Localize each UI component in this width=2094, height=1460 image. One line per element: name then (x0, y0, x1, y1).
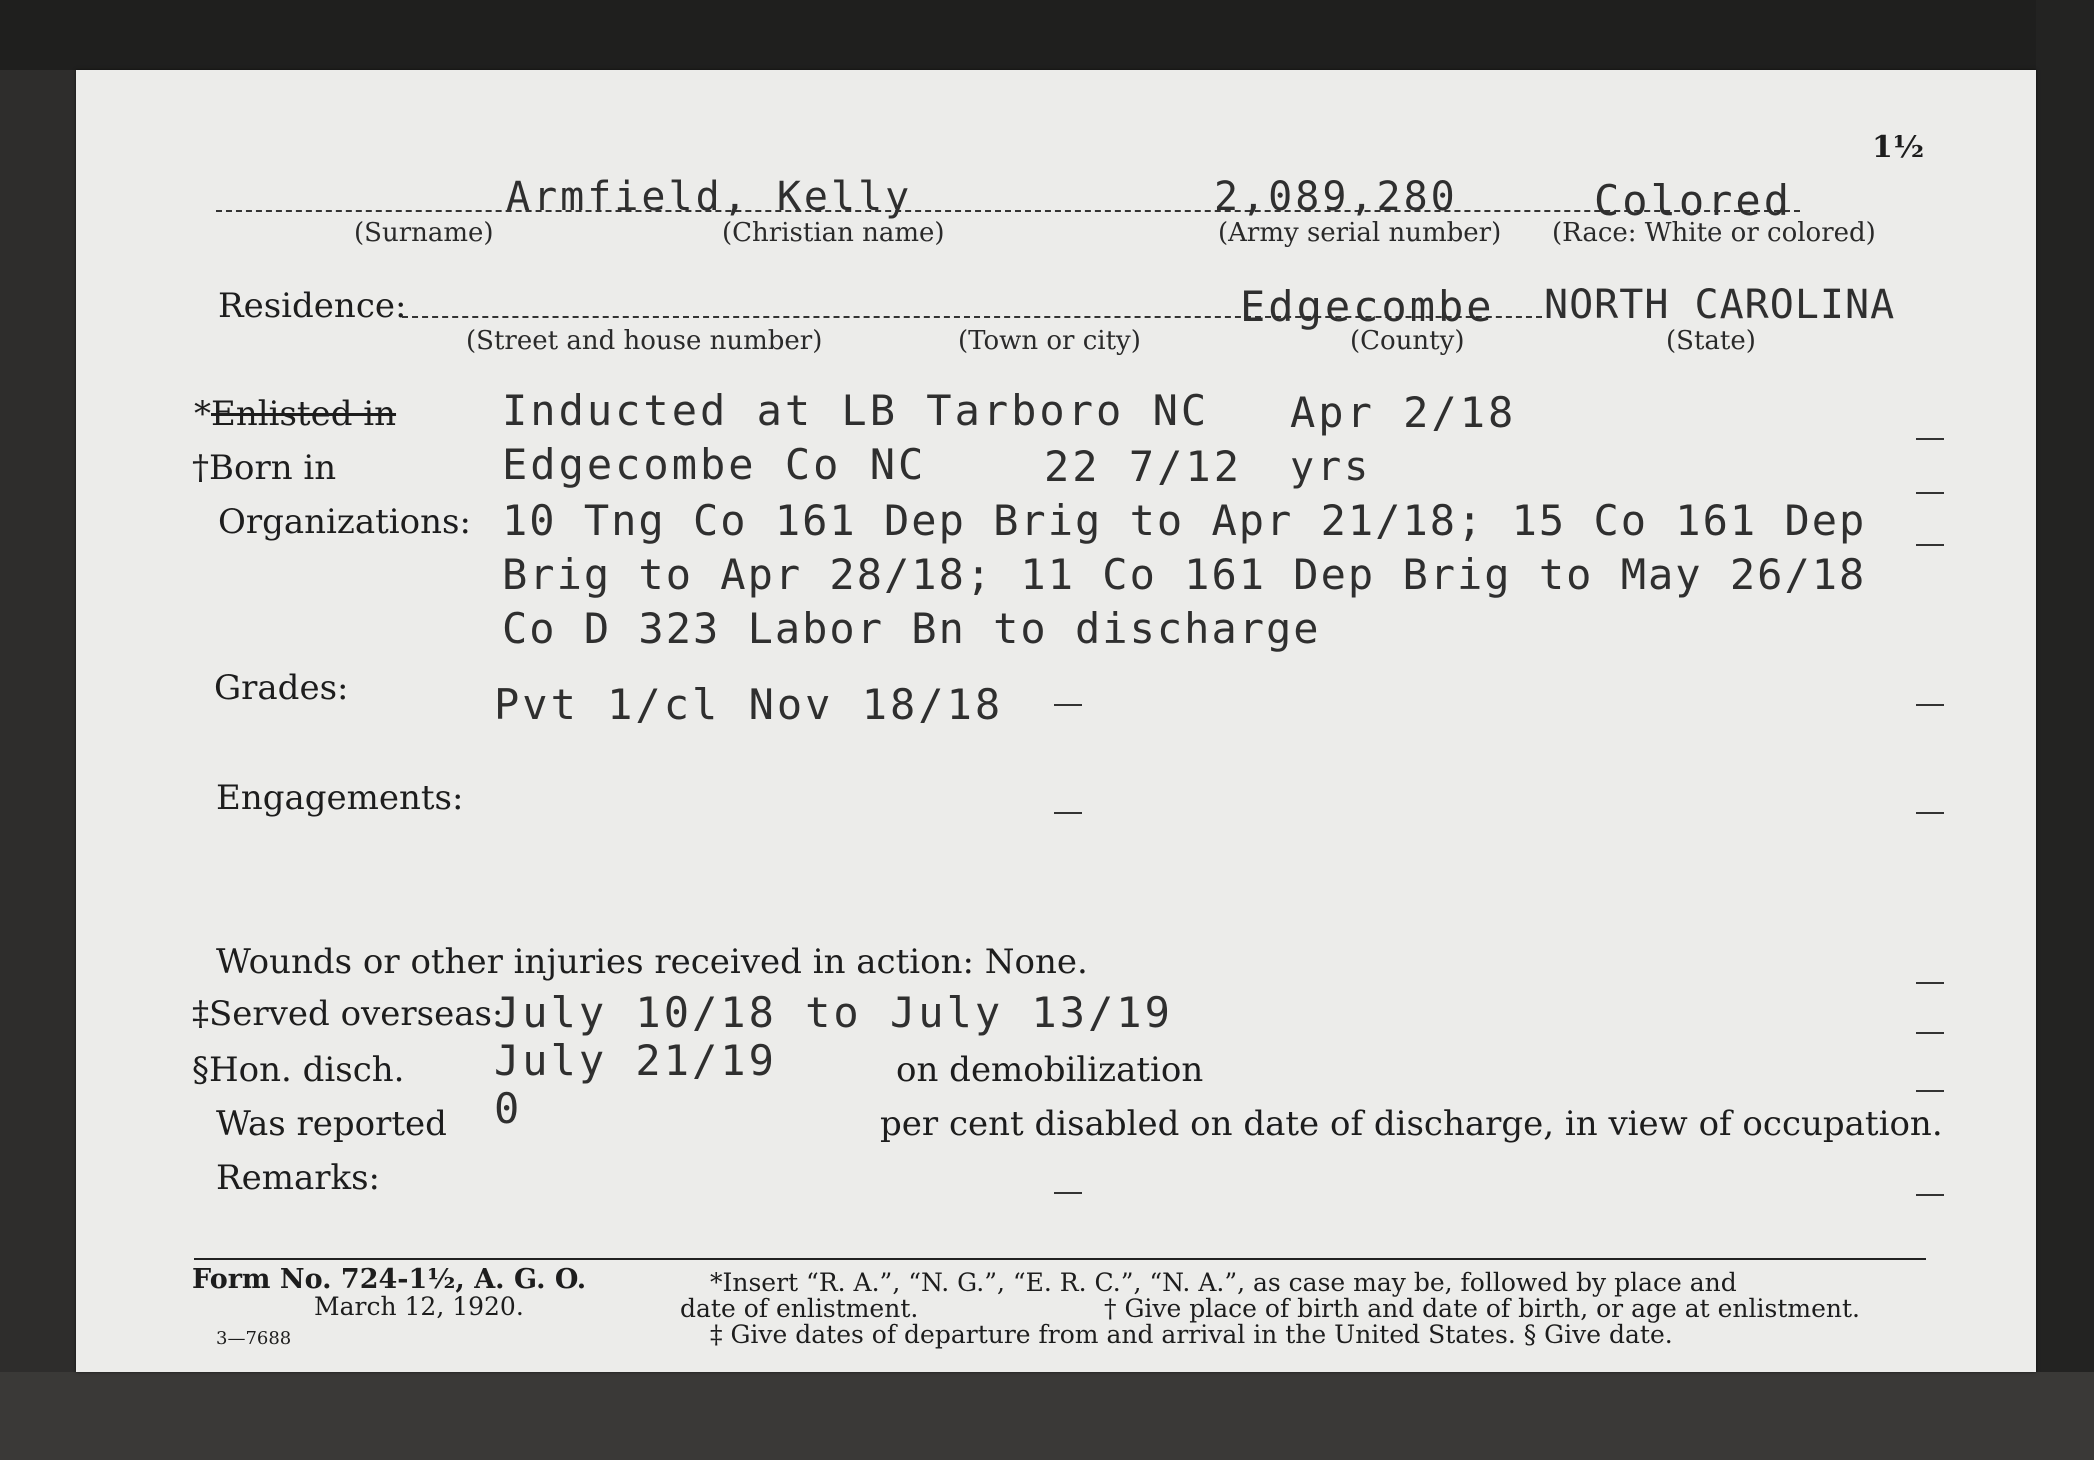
form-date: March 12, 1920. (314, 1292, 524, 1321)
enlisted-date: Apr 2/18 (1290, 388, 1517, 437)
organizations-label: Organizations: (218, 502, 471, 542)
footnote-birth: † Give place of birth and date of birth, or age at enlistment. (1104, 1294, 1860, 1323)
organization-line-3: Co D 323 Labor Bn to discharge (502, 604, 1321, 653)
residence-county: Edgecombe (1240, 282, 1495, 331)
born-age-unit: yrs (1290, 444, 1372, 490)
margin-dash-born (1916, 492, 1944, 494)
margin-dash-discharge (1916, 1032, 1944, 1034)
form-number: Form No. 724-1½, A. G. O. (192, 1264, 587, 1295)
honorable-discharge-label: §Hon. disch. (192, 1050, 405, 1090)
residence-state: NORTH CAROLINA (1544, 282, 1896, 328)
caption-town: (Town or city) (958, 326, 1141, 356)
caption-serial-number: (Army serial number) (1218, 218, 1502, 248)
margin-dash-remarks (1916, 1194, 1944, 1196)
served-overseas-label: ‡Served overseas: (192, 994, 504, 1034)
percent-disabled-value: 0 (494, 1084, 523, 1133)
organization-line-1: 10 Tng Co 161 Dep Brig to Apr 21/18; 15 Co 161 Dep (502, 496, 1867, 545)
caption-surname: (Surname) (354, 218, 494, 248)
discharge-reason: on demobilization (896, 1050, 1204, 1090)
margin-dash-engagements (1916, 812, 1944, 814)
percent-disabled-text: per cent disabled on date of discharge, in view of occupation. (880, 1104, 1943, 1144)
was-reported-label: Was reported (216, 1104, 447, 1144)
margin-dash-reported (1916, 1090, 1944, 1092)
margin-dash-overseas (1916, 982, 1944, 984)
served-overseas-value: July 10/18 to July 13/19 (494, 988, 1173, 1037)
born-label: †Born in (192, 448, 337, 488)
footnote-enlistment: *Insert “R. A.”, “N. G.”, “E. R. C.”, “N. A.”, as case may be, followed by place and (710, 1268, 1737, 1297)
margin-dash-enlisted (1916, 438, 1944, 440)
race-value: Colored (1594, 176, 1793, 225)
soldier-name: Armfield, Kelly (506, 174, 913, 220)
grades-value: Pvt 1/cl Nov 18/18 (494, 680, 1004, 729)
mid-dash-remarks (1054, 1192, 1082, 1194)
footnote-overseas: ‡ Give dates of departure from and arrival in the United States. § Give date. (710, 1320, 1673, 1349)
residence-label: Residence: (218, 286, 407, 326)
wounds-label (216, 942, 1088, 982)
wounds-value: None. (984, 942, 1088, 982)
caption-street: (Street and house number) (466, 326, 823, 356)
grades-label: Grades: (214, 668, 349, 708)
mid-dash-grades (1054, 704, 1082, 706)
service-record-card (76, 70, 2036, 1372)
army-serial-number: 2,089,280 (1214, 174, 1458, 220)
born-age: 22 7/12 (1044, 442, 1243, 491)
enlisted-label (194, 394, 396, 434)
caption-state: (State) (1666, 326, 1756, 356)
card-number: 1½ (1872, 130, 1925, 165)
margin-dash-organizations (1916, 544, 1944, 546)
footer-rule (194, 1258, 1926, 1260)
enlisted-value: Inducted at LB Tarboro NC (502, 386, 1210, 435)
organization-line-2: Brig to Apr 28/18; 11 Co 161 Dep Brig to May 26/18 (502, 550, 1867, 599)
scanner-background-bottom (0, 1372, 2094, 1460)
footnote-enlistment-cont: date of enlistment. (680, 1294, 919, 1323)
scanner-background-right (2036, 0, 2094, 1460)
scanner-background-top (0, 0, 2094, 70)
wounds-label-text: Wounds or other injuries received in action: (216, 942, 974, 982)
margin-dash-grades (1916, 704, 1944, 706)
remarks-label: Remarks: (216, 1158, 380, 1198)
born-place: Edgecombe Co NC (502, 440, 927, 489)
enlisted-mark: * (194, 394, 211, 434)
engagements-label: Engagements: (216, 778, 464, 818)
caption-race: (Race: White or colored) (1552, 218, 1876, 248)
caption-county: (County) (1350, 326, 1465, 356)
honorable-discharge-date: July 21/19 (494, 1036, 777, 1085)
mid-dash-engagements (1054, 812, 1082, 814)
enlisted-label-text: Enlisted in (211, 394, 397, 434)
header-dotted-line (216, 210, 1800, 212)
caption-christian-name: (Christian name) (722, 218, 945, 248)
print-code: 3—7688 (216, 1328, 292, 1349)
